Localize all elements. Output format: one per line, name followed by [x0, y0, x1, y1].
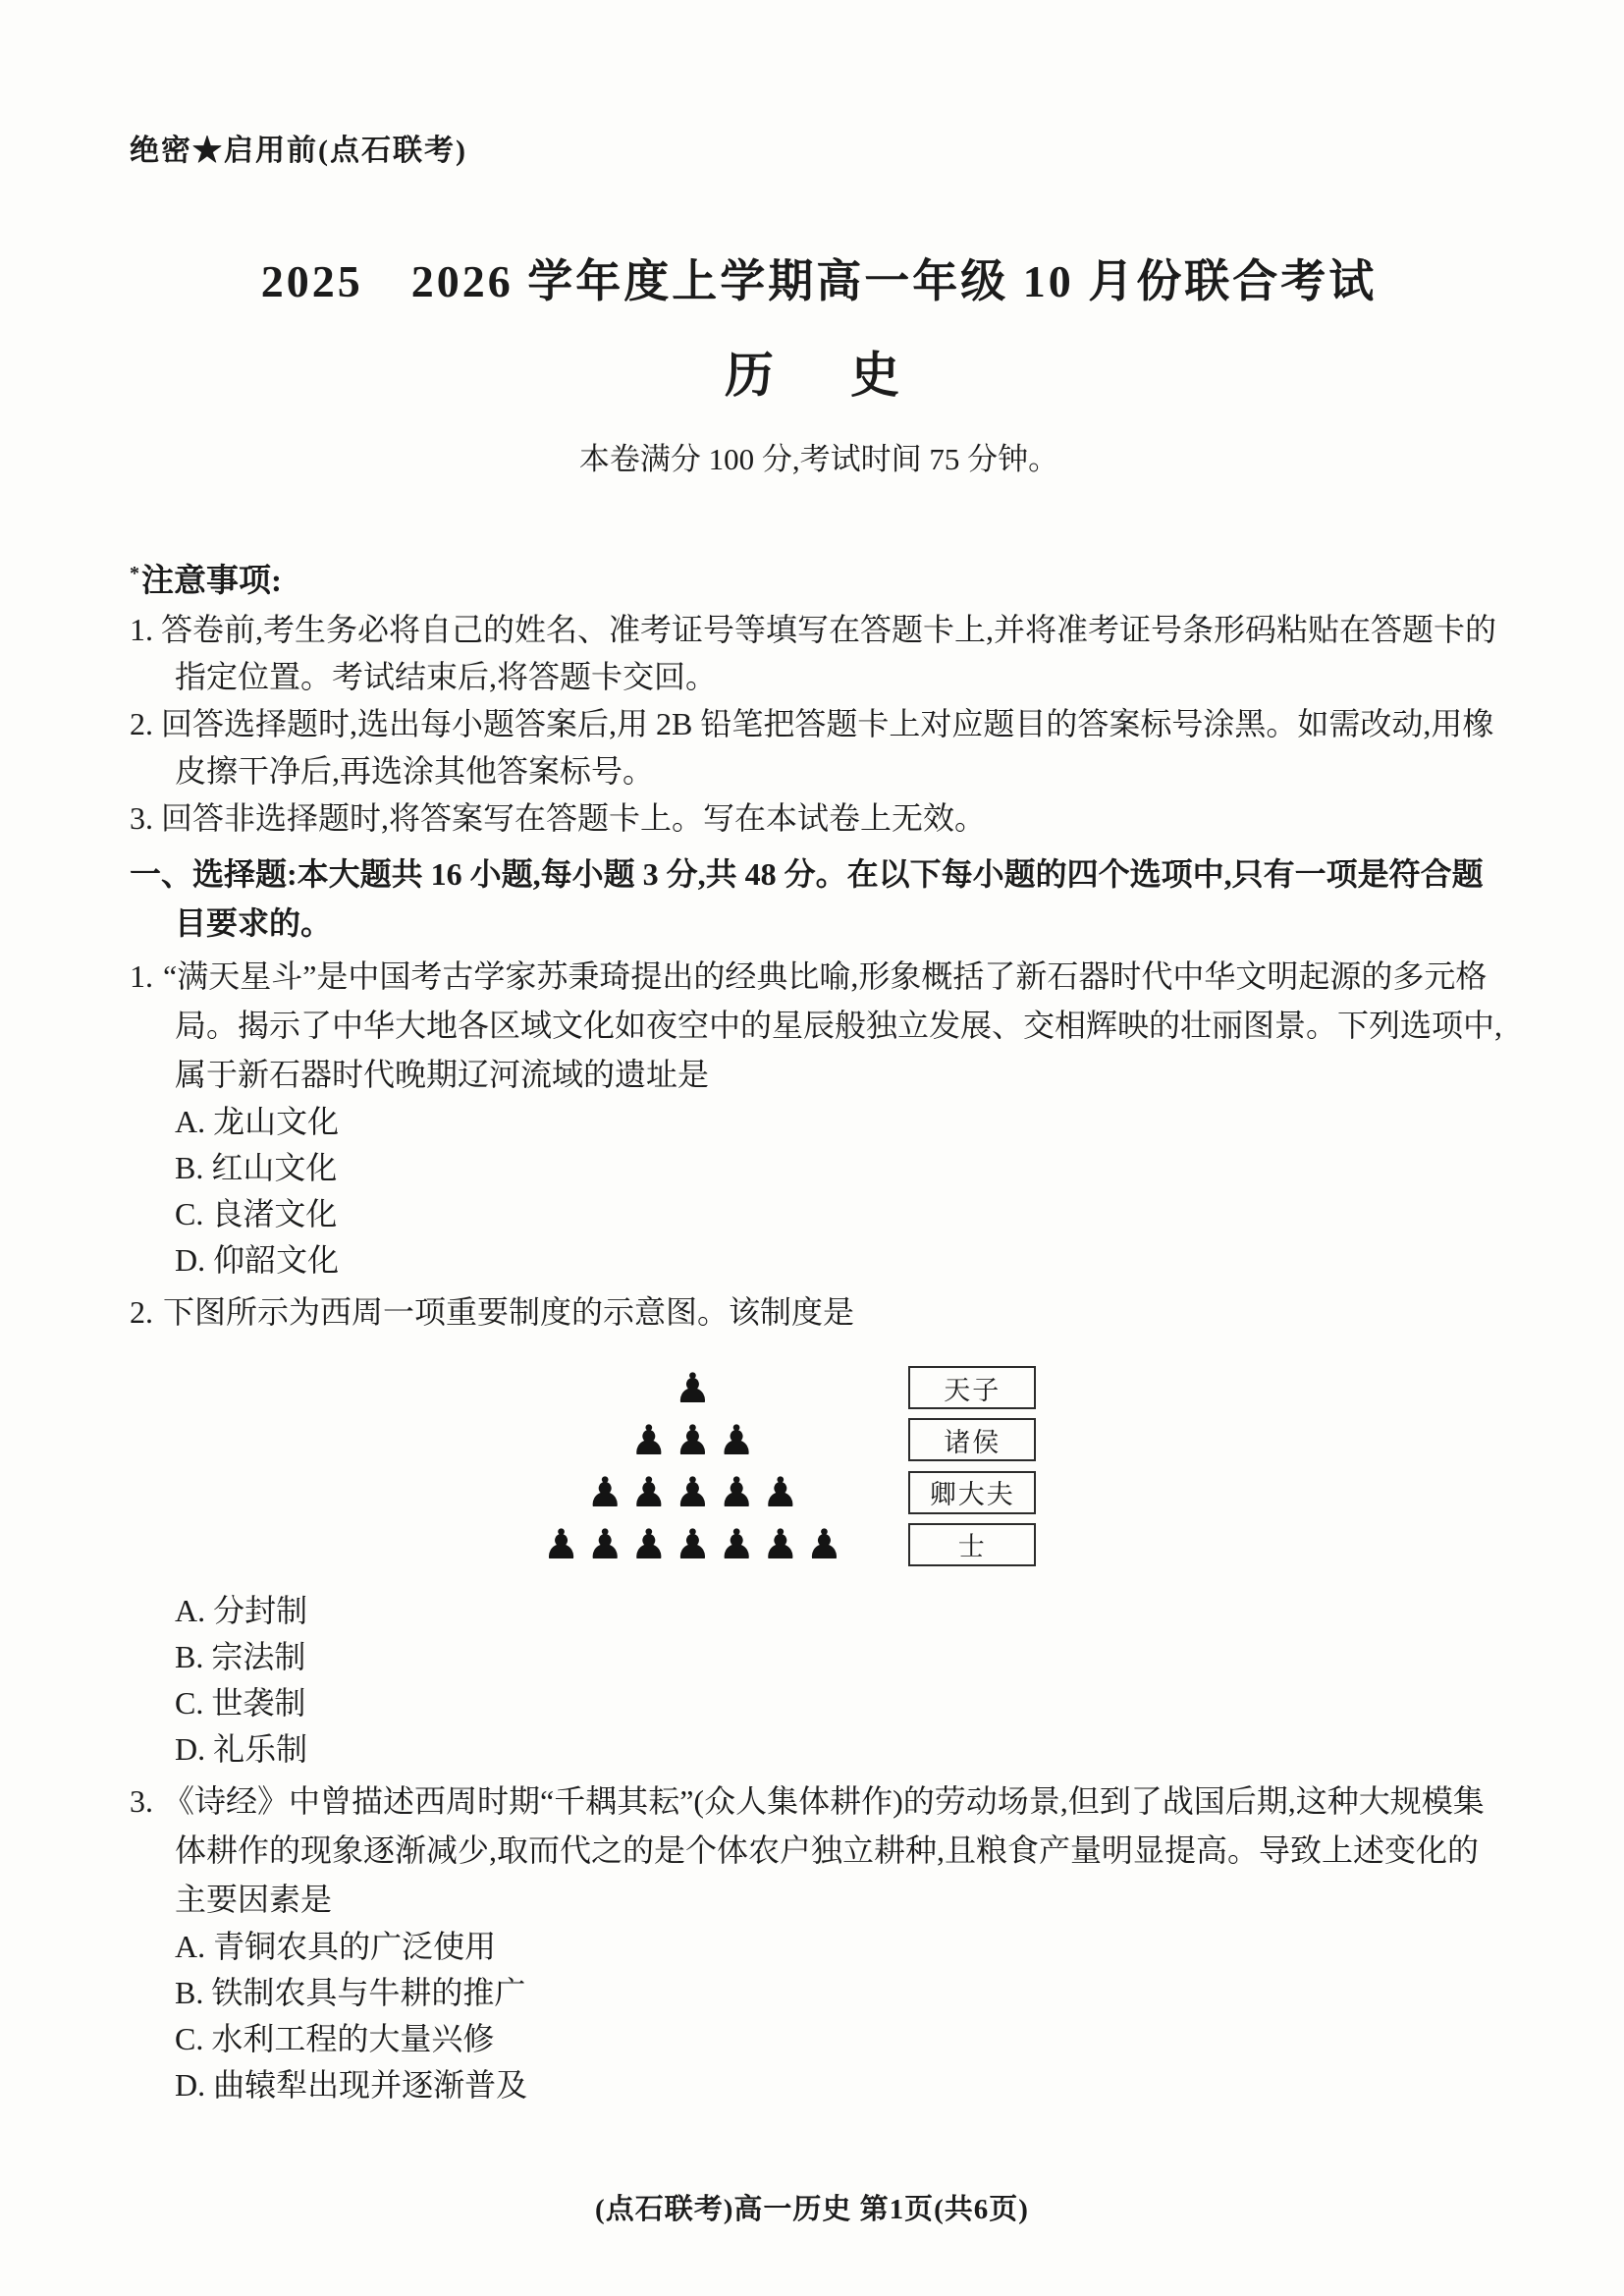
option-item: B. 宗法制 [175, 1639, 306, 1674]
question-stem-text: “满天星斗”是中国考古学家苏秉琦提出的经典比喻,形象概括了新石器时代中华文明起源的多元格局。揭示了中华大地各区域文化如夜空中的星辰般独立发展、交相辉映的壮丽图景。下列选项中,属于新石器时代晚期辽河流域的遗址是 [163, 958, 1503, 1092]
question-block-3 [130, 1777, 1508, 2108]
question-stem-text: 下图所示为西周一项重要制度的示意图。该制度是 [163, 1294, 855, 1330]
option-item: C. 良渚文化 [175, 1196, 338, 1231]
figures-pyramid [543, 1362, 850, 1570]
hierarchy-label-box: 士 [908, 1523, 1036, 1566]
option-item: D. 仰韶文化 [175, 1242, 340, 1278]
option-item: D. 礼乐制 [175, 1731, 308, 1767]
multiple-choice-section-heading: 一、选择题:本大题共 16 小题,每小题 3 分,共 48 分。在以下每小题的四个选项中,只有一项是符合题目要求的。 [130, 856, 1484, 941]
page-footer: (点石联考)高一历史 第1页(共6页) [595, 2194, 1029, 2225]
hierarchy-label-box: 诸侯 [908, 1418, 1036, 1461]
figure-row: ♟♟♟ [630, 1416, 762, 1464]
option-item: A. 分封制 [175, 1593, 308, 1628]
question-number: 3. [130, 1783, 153, 1819]
question-stem [130, 1287, 1508, 1337]
hierarchy-label-box: 卿大夫 [908, 1471, 1036, 1514]
security-classification-label: 绝密★启用前(点石联考) [130, 135, 467, 167]
option-item: A. 青铜农具的广泛使用 [175, 1929, 497, 1964]
option-item: D. 曲辕犁出现并逐渐普及 [175, 2067, 528, 2103]
figure-row: ♟ [674, 1364, 719, 1412]
exam-title: 2025 2026 学年度上学期高一年级 10 月份联合考试 [260, 256, 1378, 306]
question-stem [130, 1777, 1508, 1924]
figure-row: ♟♟♟♟♟♟♟ [542, 1520, 850, 1568]
notice-heading [130, 549, 1508, 606]
stray-scan-mark: * [130, 563, 139, 584]
notice-section [130, 549, 1508, 842]
option-item: C. 水利工程的大量兴修 [175, 2021, 495, 2056]
question-number: 1. [130, 958, 153, 994]
question-stem-text: 《诗经》中曾描述西周时期“千耦其耘”(众人集体耕作)的劳动场景,但到了战国后期,这种大规模集体耕作的现象逐渐减少,取而代之的是个体农户独立耕种,且粮食产量明显提高。导致上述变化的主要因素是 [163, 1783, 1485, 1917]
notice-item: 2. 回答选择题时,选出每小题答案后,用 2B 铅笔把答题卡上对应题目的答案标号涂黑。如需改动,用橡皮擦干净后,再选涂其他答案标号。 [130, 706, 1494, 789]
question-block-2 [130, 1287, 1508, 1773]
notice-item: 1. 答卷前,考生务必将自己的姓名、准考证号等填写在答题卡上,并将准考证号条形码粘贴在答题卡的指定位置。考试结束后,将答题卡交回。 [130, 612, 1497, 694]
question-number: 2. [130, 1294, 153, 1330]
question-block-1 [130, 952, 1508, 1284]
notice-heading-text: 注意事项: [141, 564, 282, 599]
hierarchy-labels [908, 1362, 1036, 1570]
feudal-hierarchy-diagram [130, 1362, 1449, 1570]
hierarchy-label-box: 天子 [908, 1366, 1036, 1409]
option-item: C. 世袭制 [175, 1685, 306, 1721]
exam-subject: 历 史 [725, 348, 913, 403]
exam-info-line: 本卷满分 100 分,考试时间 75 分钟。 [578, 442, 1059, 476]
figure-row: ♟♟♟♟♟ [586, 1468, 806, 1516]
option-item: B. 铁制农具与牛耕的推广 [175, 1975, 526, 2010]
option-item: B. 红山文化 [175, 1150, 338, 1185]
option-item: A. 龙山文化 [175, 1104, 340, 1139]
notice-item: 3. 回答非选择题时,将答案写在答题卡上。写在本试卷上无效。 [130, 800, 987, 836]
question-stem [130, 952, 1508, 1099]
